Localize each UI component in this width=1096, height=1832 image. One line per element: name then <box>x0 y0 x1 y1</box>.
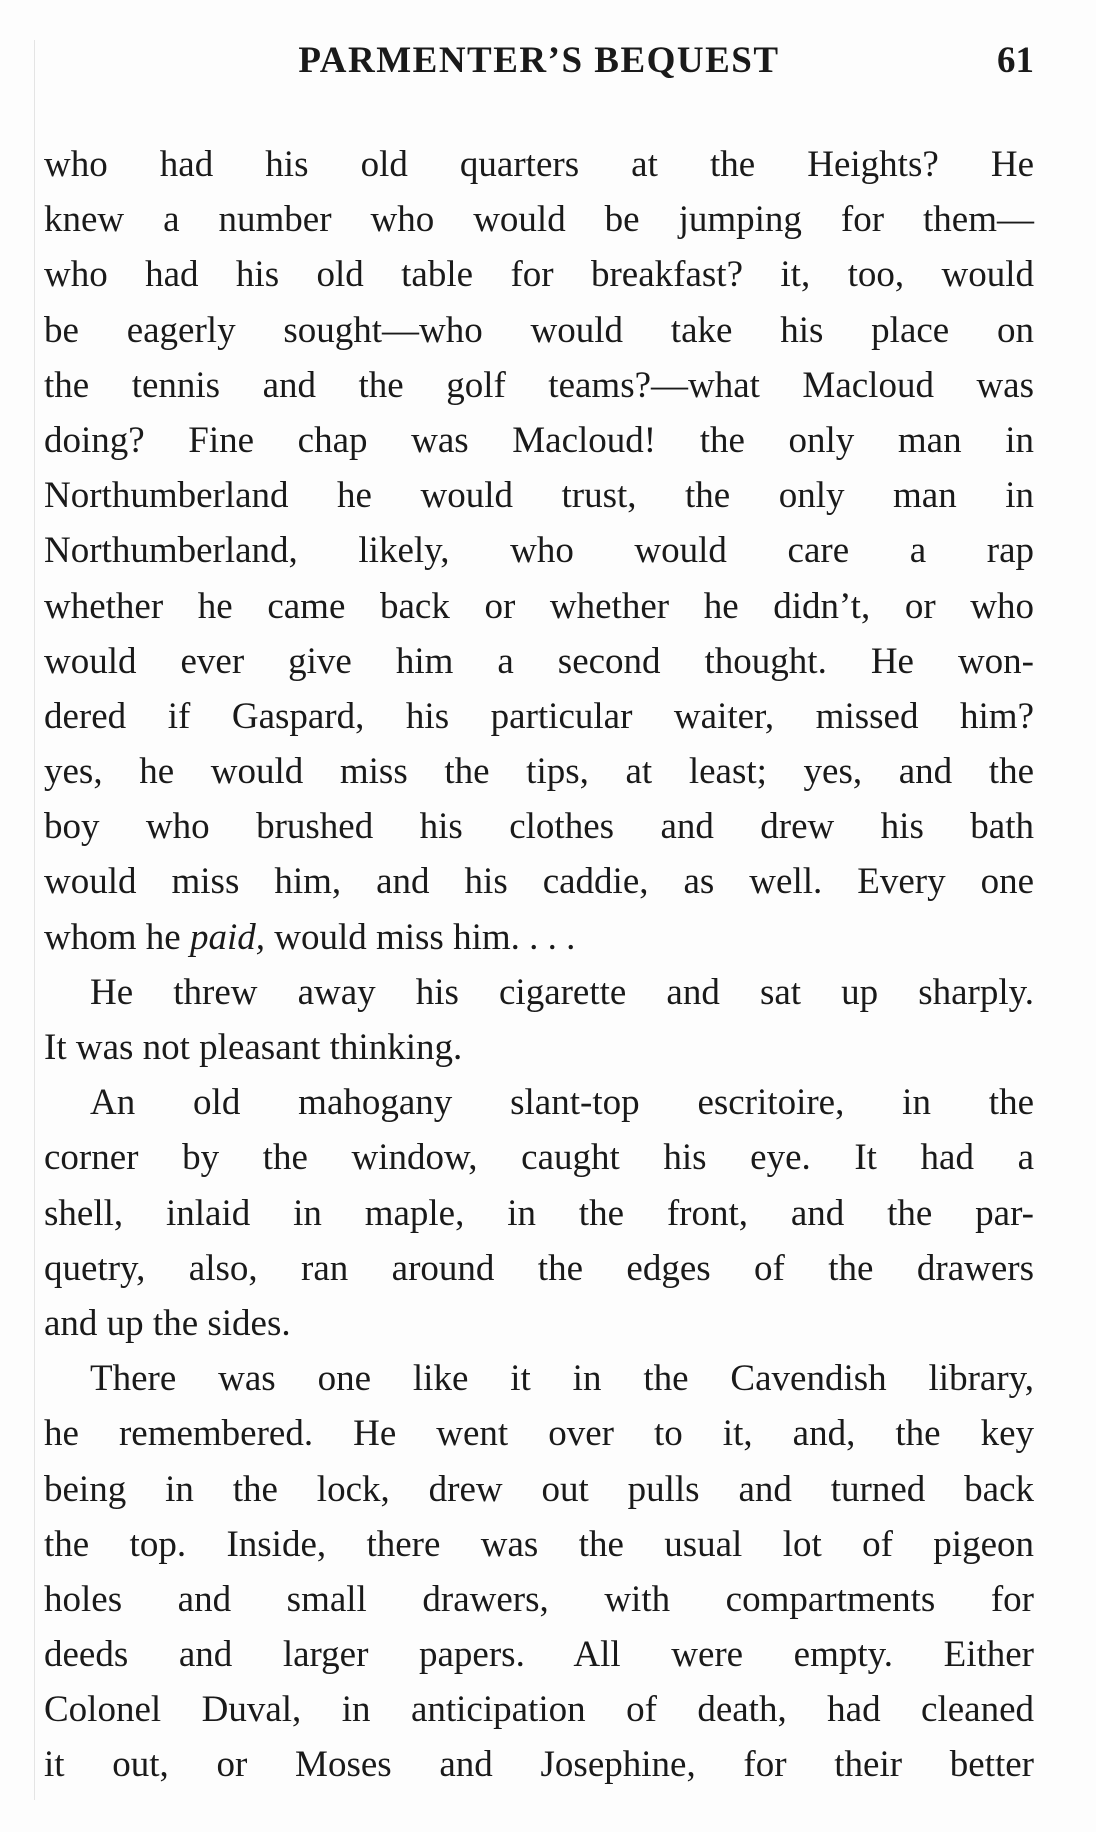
paragraph-2 <box>44 965 1034 1075</box>
text-run: would miss him. . . . <box>264 916 576 958</box>
text-line: deeds and larger papers. All were empty. Either <box>44 1634 1034 1676</box>
text-line: he remembered. He went over to it, and, the key <box>44 1413 1034 1455</box>
text-line: He threw away his cigarette and sat up sharply. <box>90 971 1034 1013</box>
italic-word: paid, <box>189 916 265 958</box>
text-run: whom he <box>44 916 190 958</box>
text-line: boy who brushed his clothes and drew his bath <box>44 806 1034 848</box>
running-title: PARMENTER’S BEQUEST <box>298 40 780 81</box>
page-edge-shadow <box>34 40 35 1800</box>
text-line: it out, or Moses and Josephine, for their better <box>44 1744 1034 1786</box>
text-line: doing? Fine chap was Macloud! the only man in <box>44 419 1034 461</box>
text-line: yes, he would miss the tips, at least; yes, and the <box>44 751 1034 793</box>
paragraph-1 <box>44 137 1034 965</box>
text-line: be eagerly sought—who would take his place on <box>44 309 1034 351</box>
text-line: Northumberland, likely, who would care a rap <box>44 530 1034 572</box>
text-line: being in the lock, drew out pulls and turned back <box>44 1468 1034 1510</box>
text-line: dered if Gaspard, his particular waiter, missed him? <box>44 695 1034 737</box>
text-line: the tennis and the golf teams?—what Macloud was <box>44 364 1034 406</box>
paragraph-4 <box>44 1351 1034 1793</box>
text-line: Colonel Duval, in anticipation of death, had cleaned <box>44 1689 1034 1731</box>
text-line: who had his old table for breakfast? it, too, would <box>44 254 1034 296</box>
text-line: holes and small drawers, with compartments for <box>44 1578 1034 1620</box>
page-number: 61 <box>997 40 1034 81</box>
text-line: the top. Inside, there was the usual lot of pigeon <box>44 1523 1034 1565</box>
text-line: whether he came back or whether he didn’t, or who <box>44 585 1034 627</box>
text-line: would miss him, and his caddie, as well. Every one <box>44 861 1034 903</box>
text-line: Northumberland he would trust, the only man in <box>44 475 1034 517</box>
text-line: An old mahogany slant-top escritoire, in the <box>90 1082 1034 1124</box>
text-line: who had his old quarters at the Heights? He <box>44 144 1034 185</box>
text-line-final <box>44 910 1034 965</box>
text-line: It was not pleasant thinking. <box>44 1027 463 1068</box>
text-line: would ever give him a second thought. He won- <box>44 640 1034 682</box>
text-line: quetry, also, ran around the edges of the drawers <box>44 1247 1034 1289</box>
running-head <box>44 36 1034 86</box>
text-line: knew a number who would be jumping for them— <box>44 199 1034 241</box>
paragraph-3 <box>44 1075 1034 1351</box>
text-line: and up the sides. <box>44 1302 291 1344</box>
text-line: There was one like it in the Cavendish library, <box>90 1358 1034 1400</box>
text-line: corner by the window, caught his eye. It had a <box>44 1137 1034 1179</box>
text-line: shell, inlaid in maple, in the front, and the par- <box>44 1192 1034 1234</box>
body-text <box>44 137 1034 1793</box>
